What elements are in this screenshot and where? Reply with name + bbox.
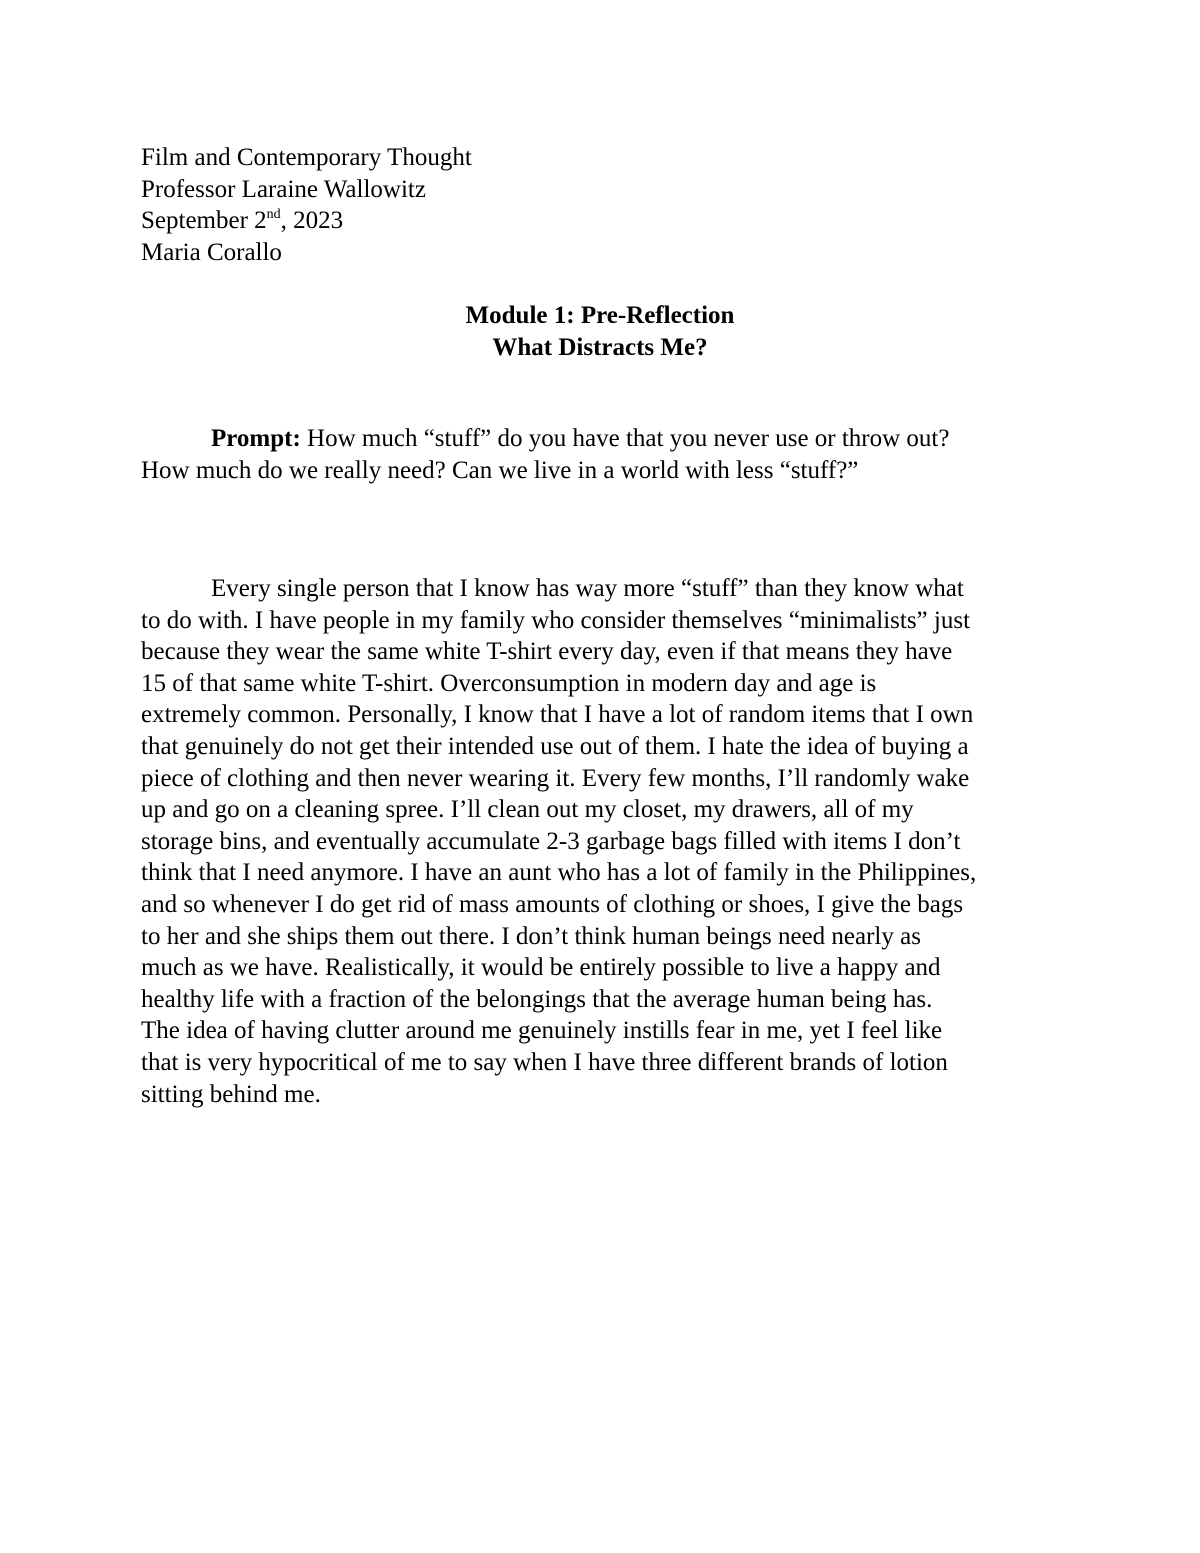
essay-line: that is very hypocritical of me to say when I have three different brands of lotion bbox=[141, 1048, 948, 1076]
module-title: Module 1: Pre-Reflection bbox=[465, 302, 735, 329]
essay-line: much as we have. Realistically, it would be entirely possible to live a happy and bbox=[141, 954, 941, 982]
module-subtitle: What Distracts Me? bbox=[492, 334, 708, 361]
essay-line: The idea of having clutter around me genuinely instills fear in me, yet I feel like bbox=[141, 1017, 943, 1045]
course-name: Film and Contemporary Thought bbox=[141, 144, 472, 171]
date-suffix: , 2023 bbox=[280, 207, 344, 234]
date-prefix: September 2 bbox=[141, 207, 267, 234]
prompt-block bbox=[141, 423, 1061, 486]
essay-line: think that I need anymore. I have an aunt who has a lot of family in the Philippines, bbox=[141, 859, 977, 887]
essay-line: because they wear the same white T-shirt every day, even if that means they have bbox=[141, 638, 953, 666]
essay-line: to do with. I have people in my family who consider themselves “minimalists” just bbox=[141, 606, 971, 634]
professor-name: Professor Laraine Wallowitz bbox=[141, 175, 426, 203]
essay-line: that genuinely do not get their intended use out of them. I hate the idea of buying a bbox=[141, 732, 969, 760]
title-block bbox=[0, 300, 1200, 364]
essay-line: healthy life with a fraction of the belongings that the average human being has. bbox=[141, 985, 933, 1013]
essay-line: 15 of that same white T-shirt. Overconsumption in modern day and age is bbox=[141, 669, 877, 697]
header-block bbox=[141, 142, 472, 268]
date-ordinal: nd bbox=[266, 207, 281, 222]
essay-line: and so whenever I do get rid of mass amounts of clothing or shoes, I give the bags bbox=[141, 890, 964, 918]
prompt-text-1: How much “stuff” do you have that you never use or throw out? bbox=[300, 425, 950, 452]
essay-body bbox=[141, 573, 1066, 1110]
prompt-line-2: How much do we really need? Can we live in a world with less “stuff?” bbox=[141, 456, 859, 484]
essay-line: Every single person that I know has way more “stuff” than they know what bbox=[211, 575, 964, 602]
prompt-label: Prompt: bbox=[211, 425, 301, 452]
essay-line: sitting behind me. bbox=[141, 1080, 321, 1108]
author-name: Maria Corallo bbox=[141, 238, 282, 266]
essay-line: piece of clothing and then never wearing it. Every few months, I’ll randomly wake bbox=[141, 764, 970, 792]
essay-line: up and go on a cleaning spree. I’ll clean out my closet, my drawers, all of my bbox=[141, 796, 914, 824]
essay-line: to her and she ships them out there. I don’t think human beings need nearly as bbox=[141, 922, 921, 950]
essay-line: extremely common. Personally, I know that I have a lot of random items that I own bbox=[141, 701, 974, 729]
submission-date bbox=[141, 205, 472, 237]
prompt-line-1 bbox=[141, 423, 1061, 455]
essay-line: storage bins, and eventually accumulate 2-3 garbage bags filled with items I don’t bbox=[141, 827, 961, 855]
